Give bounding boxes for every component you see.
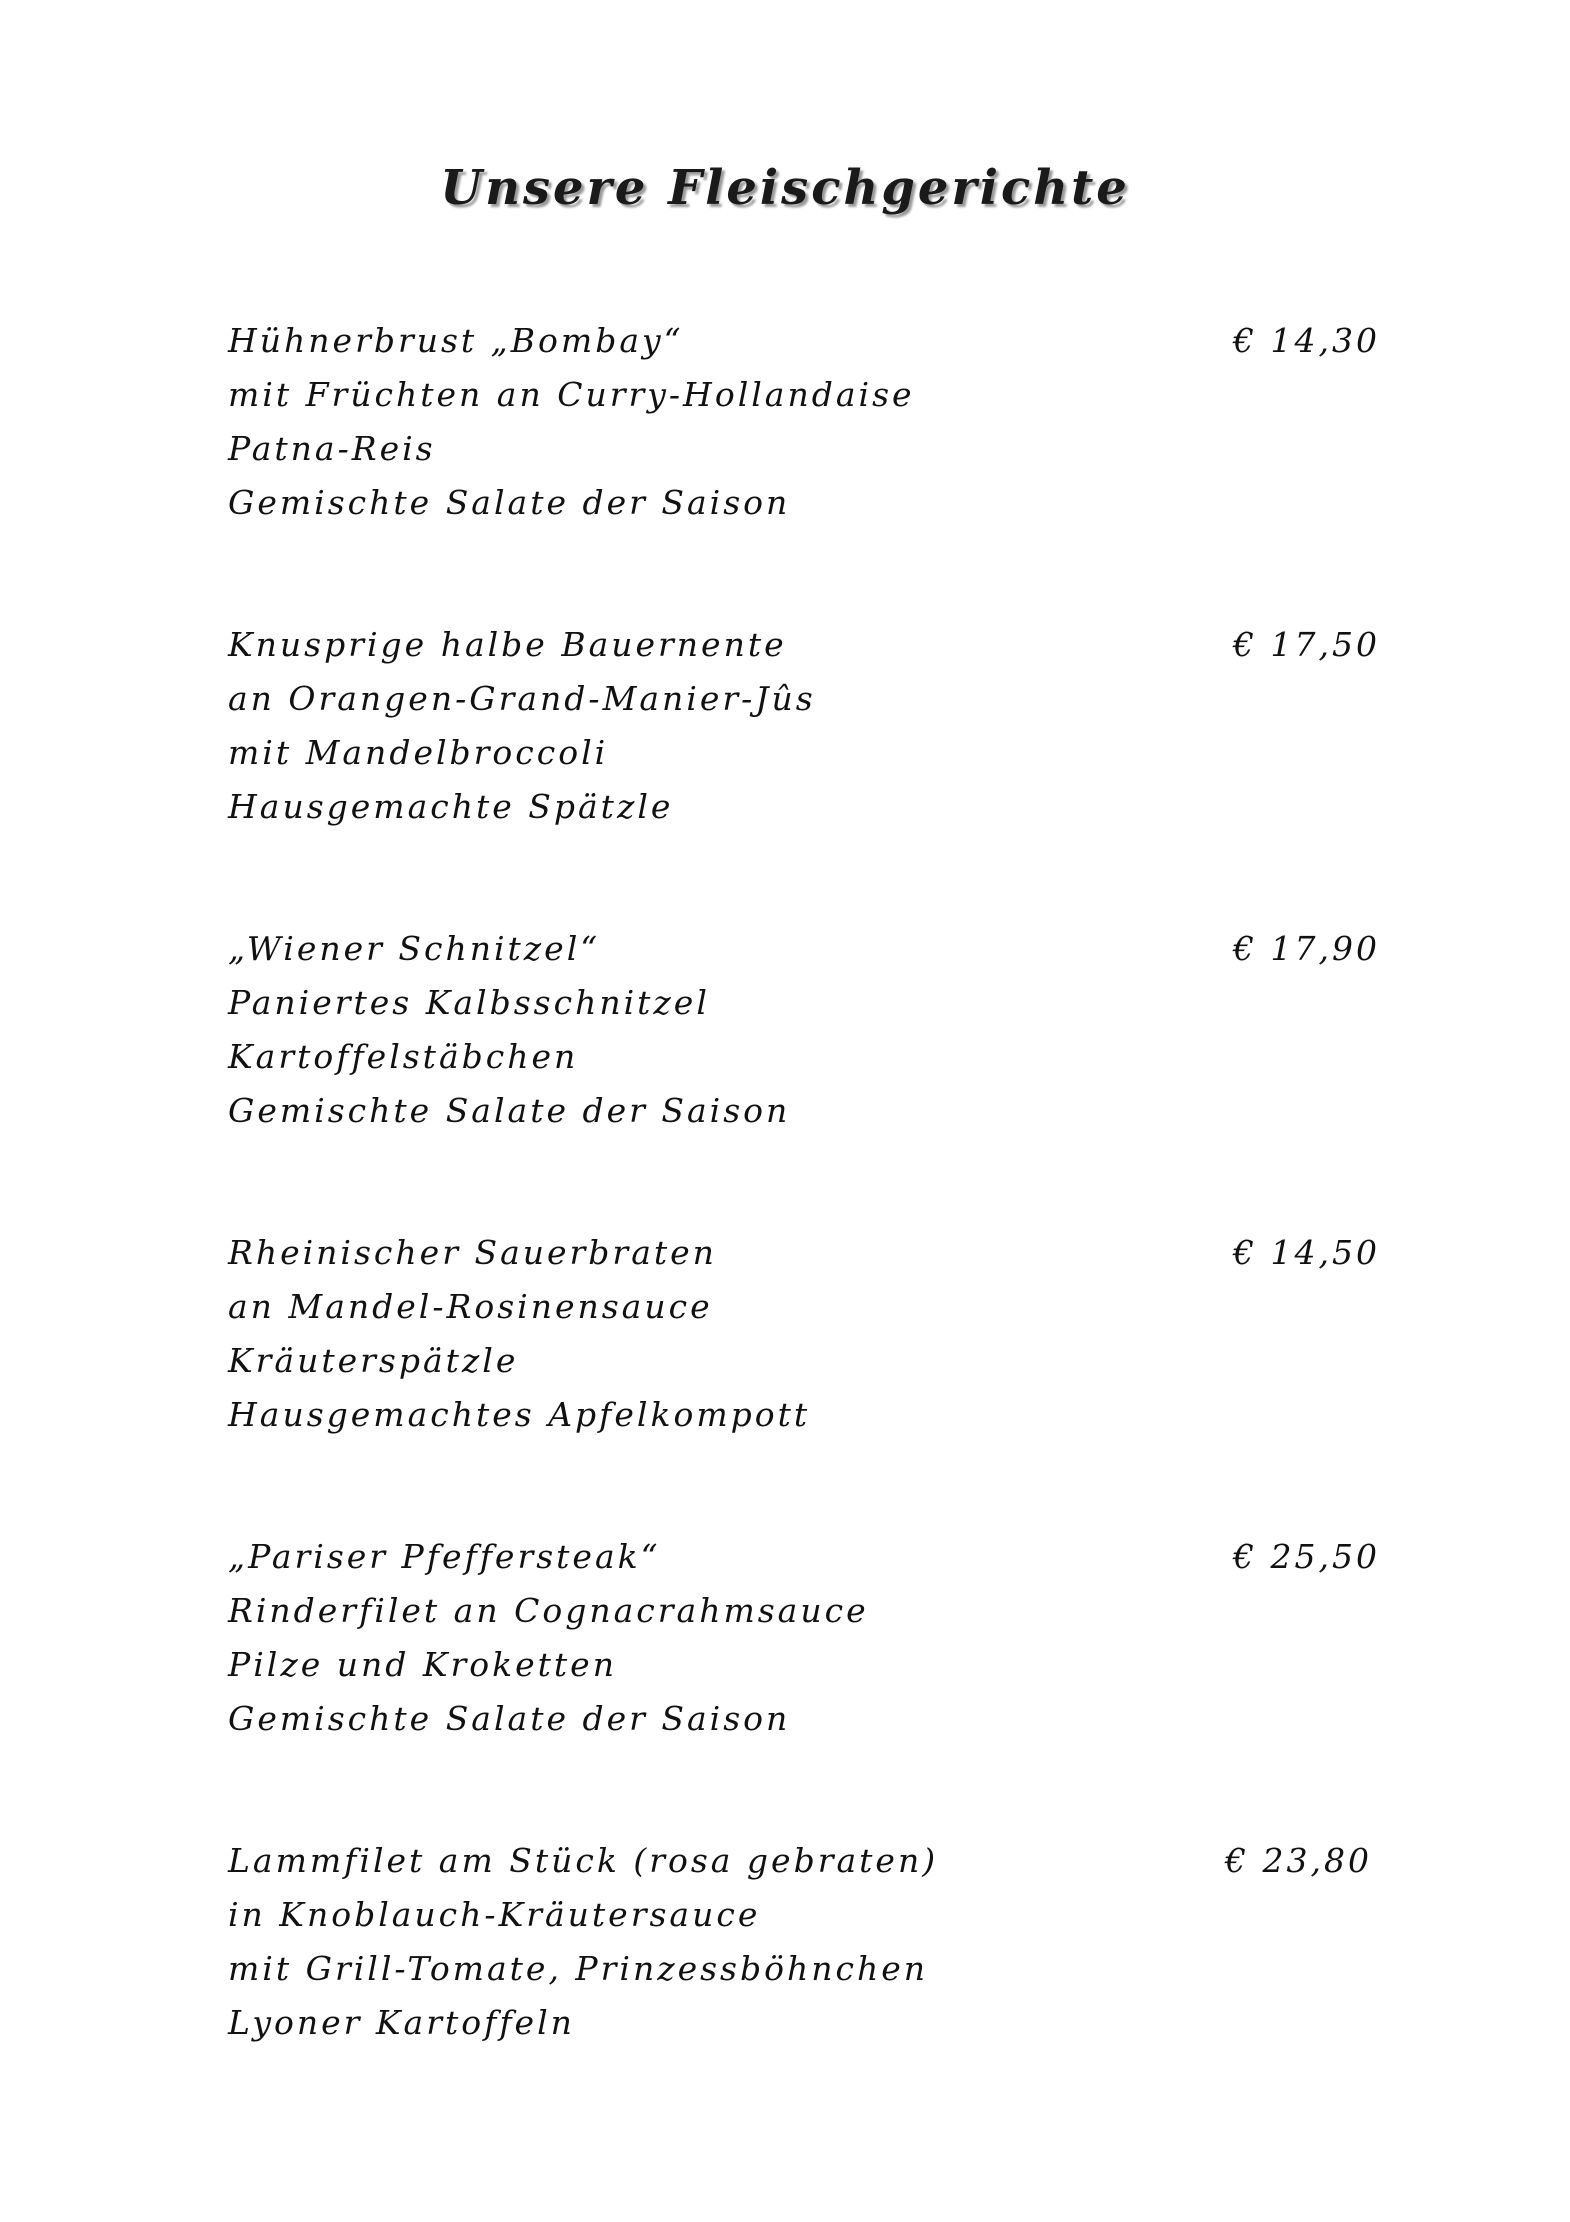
dish-name: Hühnerbrust „Bombay“	[228, 321, 684, 360]
dish-description: Kräuterspätzle	[228, 1341, 519, 1380]
dish-description: Gemischte Salate der Saison	[228, 483, 791, 522]
dish-description: Hausgemachtes Apfelkompott	[228, 1395, 811, 1434]
dish-description: Rinderfilet an Cognacrahmsauce	[228, 1591, 869, 1630]
dish-description: in Knoblauch-Kräutersauce	[228, 1895, 761, 1934]
dish-item	[228, 618, 1398, 922]
dish-name: „Wiener Schnitzel“	[228, 929, 601, 968]
dish-price: € 14,50	[1233, 1233, 1380, 1272]
dish-description: Gemischte Salate der Saison	[228, 1091, 791, 1130]
dish-description: an Mandel-Rosinensauce	[228, 1287, 713, 1326]
dish-item	[228, 314, 1398, 618]
dish-item	[228, 922, 1398, 1226]
dish-description: Paniertes Kalbsschnitzel	[228, 983, 710, 1022]
dish-description: an Orangen-Grand-Manier-Jûs	[228, 679, 816, 718]
dish-price: € 23,80	[1225, 1841, 1372, 1880]
dish-description: Pilze und Kroketten	[228, 1645, 617, 1684]
page-title: Unsere Fleischgerichte	[440, 160, 1130, 216]
dish-description: Hausgemachte Spätzle	[228, 787, 674, 826]
dish-price: € 17,50	[1233, 625, 1380, 664]
dish-name: „Pariser Pfeffersteak“	[228, 1537, 661, 1576]
dish-price: € 14,30	[1233, 321, 1380, 360]
dish-item	[228, 1530, 1398, 1834]
dish-name: Knusprige halbe Bauernente	[228, 625, 787, 664]
dish-description: Gemischte Salate der Saison	[228, 1699, 791, 1738]
dish-description: mit Früchten an Curry-Hollandaise	[228, 375, 915, 414]
menu-list	[228, 314, 1398, 2138]
dish-item	[228, 1226, 1398, 1530]
dish-item	[228, 1834, 1398, 2138]
dish-description: Lyoner Kartoffeln	[228, 2003, 575, 2042]
dish-description: Kartoffelstäbchen	[228, 1037, 579, 1076]
dish-description: mit Grill-Tomate, Prinzessböhnchen	[228, 1949, 929, 1988]
dish-price: € 25,50	[1233, 1537, 1380, 1576]
dish-description: Patna-Reis	[228, 429, 436, 468]
dish-price: € 17,90	[1233, 929, 1380, 968]
dish-name: Rheinischer Sauerbraten	[228, 1233, 717, 1272]
dish-description: mit Mandelbroccoli	[228, 733, 609, 772]
dish-name: Lammfilet am Stück (rosa gebraten)	[228, 1841, 939, 1880]
